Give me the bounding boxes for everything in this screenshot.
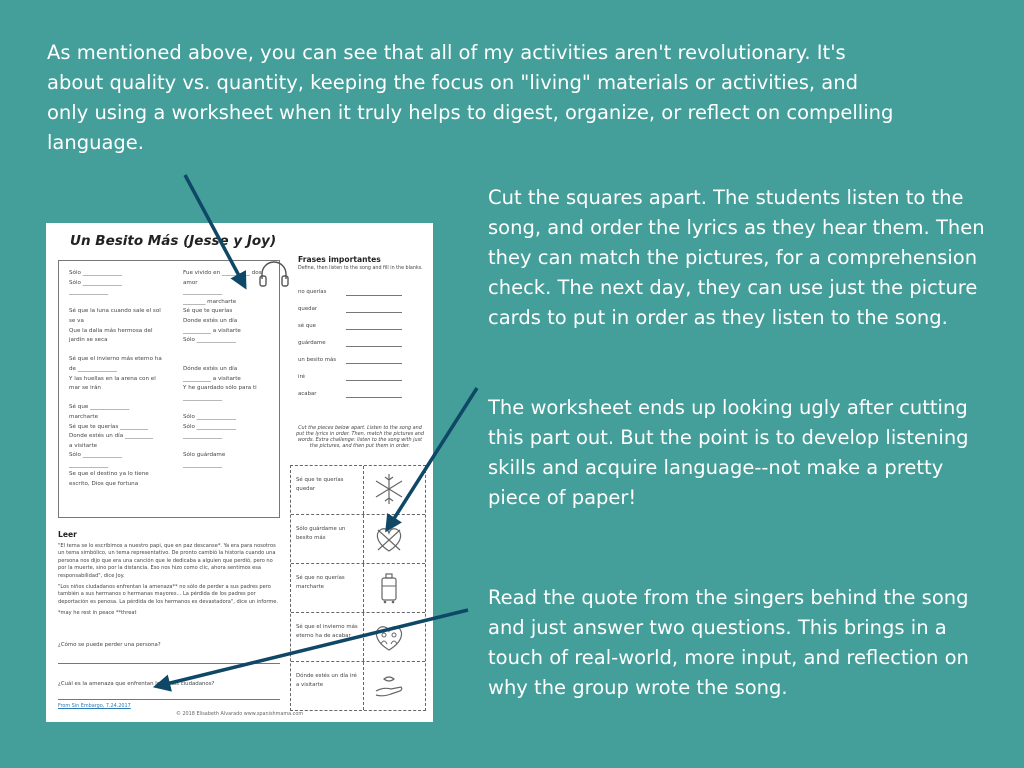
lyric-line: se va — [69, 317, 84, 324]
lyric-line: Se que el destino ya lo tiene — [69, 471, 149, 478]
card-text: Sé que el invierno más eterno ha de acabar — [296, 624, 358, 639]
lyric-line: Donde estés un día __________ — [69, 433, 153, 440]
lyric-line: Sé que te querías — [183, 308, 233, 315]
lyric-line: ________ marcharte — [183, 298, 237, 305]
lyric-line: jardín se seca — [69, 337, 108, 344]
lyric-line: Sólo guárdame — [183, 452, 226, 459]
leer-title: Leer — [58, 530, 77, 539]
lyric-line: ______________ — [183, 461, 223, 468]
frase-item: guárdame — [298, 340, 326, 346]
lyric-line: Sé que ______________ — [69, 404, 130, 411]
card-text: Dónde estés un día iré a visitarte — [296, 673, 357, 688]
arrow-to-questions — [158, 610, 468, 686]
cut-squares-text: Cut the squares apart. The students listen to the song, and order the lyrics as they hear them. Then they can match the pictures, for a comprehension check. The next day, they can use just the picture cards to put in order as they listen to the song. — [488, 186, 985, 329]
lyric-line: ______________ — [183, 394, 223, 401]
lyric-line: Fue vivido en __________ dos — [183, 270, 262, 276]
frase-item: no querías — [298, 289, 327, 295]
lyric-line: Sé que te querías __________ — [69, 423, 148, 430]
frase-item: sé que — [298, 323, 316, 329]
lyric-line: escrito, Dios que fortuna — [69, 481, 139, 488]
card-text: Sólo guárdame un besito más — [296, 526, 346, 541]
copyright: © 2018 Elisabeth Alvarado www.spanishmama.com — [176, 711, 304, 717]
frase-item: quedar — [298, 306, 318, 312]
lyric-line: ______________ — [69, 289, 109, 296]
lyric-line: de ______________ — [69, 365, 117, 372]
lyric-line: Sólo ______________ — [183, 423, 236, 430]
lyric-line: Sólo ______________ — [183, 337, 236, 344]
lyric-line: ______________ — [69, 461, 109, 468]
lyric-line: Que la dalia más hermosa del — [69, 327, 153, 334]
lyric-line: Donde estés un día — [183, 317, 238, 324]
frase-item: iré — [298, 374, 305, 380]
leer-footnote: *may he rest in peace **threat — [58, 610, 137, 617]
arrow-to-lyrics — [185, 175, 244, 285]
frases-subtitle: Define, then listen to the song and fill in the blanks. — [298, 266, 423, 271]
card-text: Sé que no querías marcharte — [296, 575, 345, 590]
card-text: Sé que te querías quedar — [296, 477, 344, 492]
lyric-line: marcharte — [69, 413, 99, 420]
arrow-to-cards — [388, 388, 477, 528]
worksheet-title: Un Besito Más (Jesse y Joy) — [70, 233, 277, 249]
lyric-line: ______________ — [183, 433, 223, 440]
frases-title: Frases importantes — [298, 255, 381, 264]
lyric-line: ______________ — [183, 289, 223, 296]
lyric-line: Y las huellas en la arena con el — [69, 375, 156, 382]
frase-item: un besito más — [298, 357, 337, 363]
lyric-line: mar se irán — [69, 385, 101, 392]
leer-paragraph: "Los niños ciudadanos enfrentan la amenaza** no sólo de perder a sus padres pero también a sus hermanos o hermanas mayores... La pérdida de los padres por deportación es penosa. La pérdida de los hermanos es devastadora", dice un informe. — [58, 584, 279, 605]
leer-paragraph: "El tema se lo escribimos a nuestro papi, que en paz descanse*. Ya era para nosotros un tema simbólico, un tema representativo. De pronto cambió la historia cuando una persona nos dijo que era una canción que le dedicaba a alguien que perdió, pero no por la muerte, sino por la distancia. Eso nos hizo como clic, ahora sentimos esa responsabilidad", dice Joy. — [58, 543, 276, 579]
lyric-line: Y he guardado sólo para ti — [183, 385, 257, 392]
cut-instructions: Cut the pieces below apart. Listen to the song and put the lyrics in order. Then, match the pictures and words. Extra challenge: listen to the song with just the pictures, and then put them in order. — [296, 425, 424, 450]
lyric-line: __________ a visitarte — [183, 375, 241, 382]
lyric-line: __________ a visitarte — [183, 327, 241, 334]
read-quote-text: Read the quote from the singers behind the song and just answer two questions. This brings in a touch of real-world, more input, and reflection on why the group wrote the song. — [488, 586, 969, 699]
question-1: ¿Cómo se puede perder una persona? — [58, 642, 161, 648]
lyric-line: Sé que el invierno más eterno ha — [69, 356, 162, 363]
frase-item: acabar — [298, 391, 317, 397]
lyric-line: Sólo ______________ — [69, 279, 122, 286]
lyric-line: Sólo ______________ — [69, 270, 122, 276]
worksheet-ugly-text: The worksheet ends up looking ugly after cutting this part out. But the point is to develop listening skills and acquire language--not make a pretty piece of paper! — [488, 396, 969, 509]
lyric-line: Sólo ______________ — [69, 452, 122, 459]
question-2: ¿Cuál es la amenaza que enfrentan los niños ciudadanos? — [58, 681, 215, 687]
source-link[interactable]: From Sin Embargo, 7.24.2017 — [58, 703, 131, 709]
lyric-line: amor — [183, 279, 198, 286]
lyric-line: a visitarte — [69, 442, 98, 449]
lyric-line: Dónde estés un día — [183, 365, 238, 372]
lyric-line: Sólo ______________ — [183, 413, 236, 420]
intro-paragraph: As mentioned above, you can see that all of my activities aren't revolutionary. It's about quality vs. quantity, keeping the focus on "living" materials or activities, and only using a worksheet when it truly helps to digest, organize, or reflect on compelling language. — [47, 41, 894, 154]
lyric-line: Sé que la luna cuando sale el sol — [69, 308, 161, 315]
